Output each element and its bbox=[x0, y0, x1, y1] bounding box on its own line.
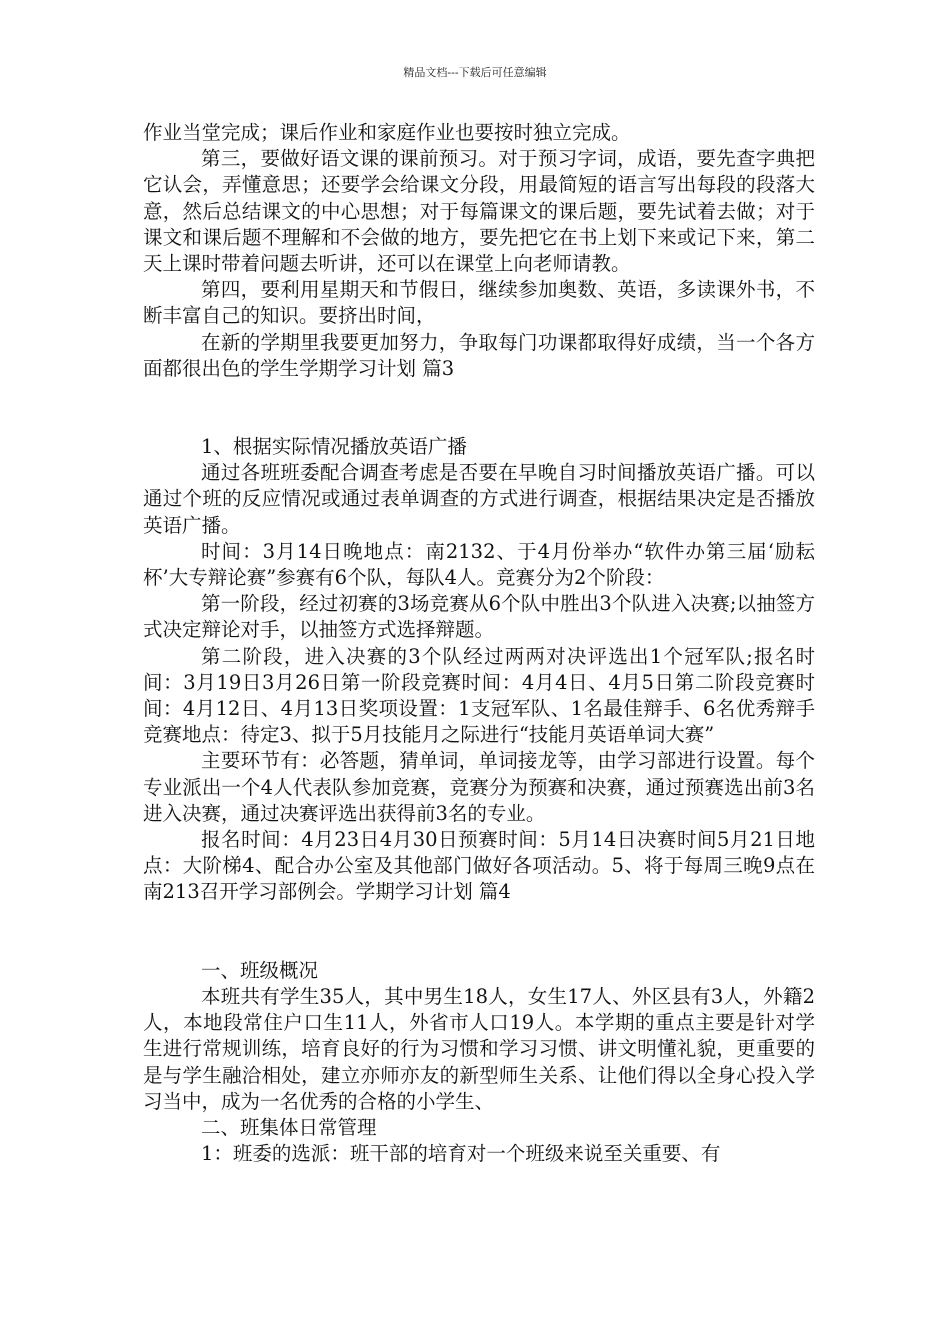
paragraph: 主要环节有：必答题，猜单词，单词接龙等，由学习部进行设置。每个专业派出一个4人代表队参加竞赛，竞赛分为预赛和决赛，通过预赛选出前3名进入决赛，通过决赛评选出获得前3名的专业。 bbox=[143, 749, 815, 825]
paragraph: 时间：3月14日晚地点：南2132、于4月份举办“软件办第三届‘励耘杯’大专辩论赛”参赛有6个队，每队4人。竞赛分为2个阶段： bbox=[143, 539, 815, 590]
section-heading: 二、班集体日常管理 bbox=[201, 1115, 377, 1139]
section-heading: 一、班级概况 bbox=[201, 958, 319, 982]
paragraph: 本班共有学生35人，其中男生18人，女生17人、外区县有3人，外籍2人，本地段常住户口生11人，外省市人口19人。本学期的重点主要是针对学生进行常规训练，培育良好的行为习惯和学习习惯、讲文明懂礼貌，更重要的是与学生融洽相处，建立亦师亦友的新型师生关系、让他们得以全身心投入学习当中，成为一名优秀的合格的小学生、 bbox=[143, 984, 815, 1113]
document-body bbox=[143, 120, 815, 1167]
paragraph: 报名时间：4月23日4月30日预赛时间：5月14日决赛时间5月21日地点：大阶梯4、配合办公室及其他部门做好各项活动。5、将于每周三晚9点在南213召开学习部例会。学期学习计划 篇4 bbox=[143, 828, 815, 904]
paragraph: 第四，要利用星期天和节假日，继续参加奥数、英语，多读课外书，不断丰富自己的知识。要挤出时间， bbox=[143, 278, 815, 328]
page-header: 精品文档---下载后可任意编辑 bbox=[403, 66, 547, 79]
paragraph: 第一阶段，经过初赛的3场竞赛从6个队中胜出3个队进入决赛;以抽签方式决定辩论对手，以抽签方式选择辩题。 bbox=[143, 592, 815, 642]
paragraph: 第二阶段，进入决赛的3个队经过两两对决评选出1个冠军队;报名时间：3月19日3月26日第一阶段竞赛时间：4月4日、4月5日第二阶段竞赛时间：4月12日、4月13日奖项设置：1支冠军队、1名最佳辩手、6名优秀辩手竞赛地点：待定3、拟于5月技能月之际进行“技能月英语单词大赛” bbox=[143, 644, 815, 747]
section-gap bbox=[143, 906, 815, 958]
paragraph: 第三，要做好语文课的课前预习。对于预习字词，成语，要先查字典把它认会，弄懂意思；还要学会给课文分段，用最简短的语言写出每段的段落大意，然后总结课文的中心思想；对于每篇课文的课后题，要先试着去做；对于课文和课后题不理解和不会做的地方，要先把它在书上划下来或记下来，第二天上课时带着问题去听讲，还可以在课堂上向老师请教。 bbox=[143, 147, 815, 276]
paragraph: 通过各班班委配合调查考虑是否要在早晚自习时间播放英语广播。可以通过个班的反应情况或通过表单调查的方式进行调查，根据结果决定是否播放英语广播。 bbox=[143, 461, 815, 537]
paragraph: 1：班委的选派：班干部的培育对一个班级来说至关重要、有 bbox=[201, 1142, 721, 1166]
section-gap bbox=[143, 382, 815, 434]
paragraph: 作业当堂完成；课后作业和家庭作业也要按时独立完成。 bbox=[143, 121, 631, 144]
section-heading: 1、根据实际情况播放英语广播 bbox=[201, 435, 467, 459]
paragraph: 在新的学期里我要更加努力，争取每门功课都取得好成绩，当一个各方面都很出色的学生学期学习计划 篇3 bbox=[143, 330, 815, 380]
